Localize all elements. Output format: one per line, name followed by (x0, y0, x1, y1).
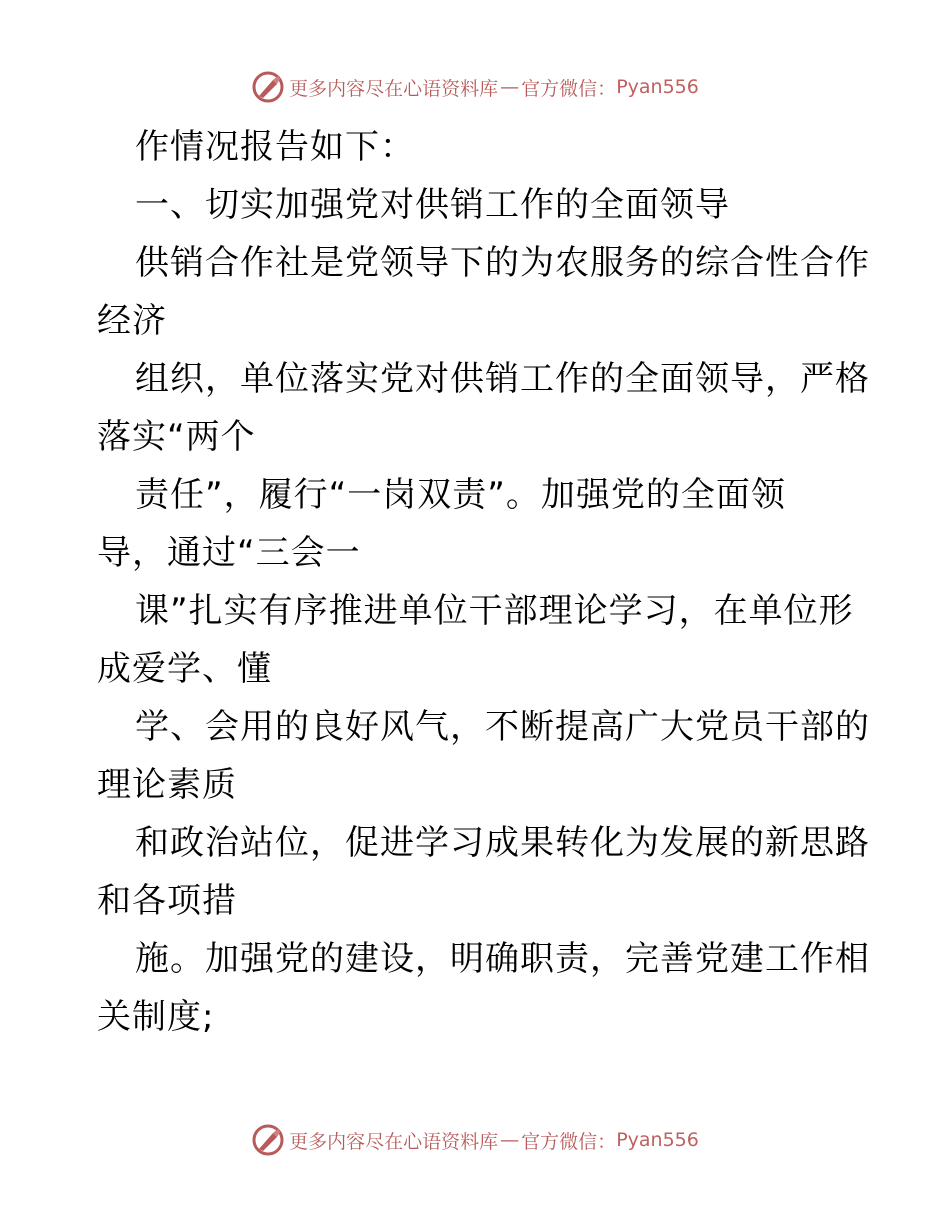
document-body (97, 118, 870, 1046)
watermark-wechat-id: Pyan556 (616, 1129, 699, 1151)
text-line: 施。加强党的建设，明确职责，完善党建工作相 (135, 939, 870, 979)
text-line: 落实“两个 (97, 417, 256, 457)
watermark-wechat-id: Pyan556 (616, 76, 699, 98)
section-heading: 一、切实加强党对供销工作的全面领导 (135, 185, 730, 225)
text-line: 关制度; (97, 997, 215, 1037)
pen-logo-icon (251, 70, 285, 104)
text-line: 供销合作社是党领导下的为农服务的综合性合作 (135, 243, 870, 283)
pen-logo-icon (251, 1123, 285, 1157)
watermark-label: 官方微信： (521, 1130, 617, 1153)
watermark-separator: — (500, 76, 520, 98)
text-line: 课”扎实有序推进单位干部理论学习，在单位形 (135, 591, 854, 631)
text-line: 成爱学、懂 (97, 649, 272, 689)
text-line: 经济 (97, 301, 167, 341)
watermark-separator: — (500, 1129, 520, 1151)
text-line: 和政治站位，促进学习成果转化为发展的新思路 (135, 823, 870, 863)
footer-watermark (0, 1123, 950, 1157)
text-line: 责任”，履行“一岗双责”。加强党的全面领 (135, 475, 786, 515)
header-watermark (0, 70, 950, 104)
text-line: 理论素质 (97, 765, 237, 805)
text-line: 学、会用的良好风气，不断提高广大党员干部的 (135, 707, 870, 747)
text-line: 作情况报告如下： (135, 127, 415, 167)
text-line: 和各项措 (97, 881, 237, 921)
watermark-text: 更多内容尽在心语资料库 (289, 77, 499, 100)
text-line: 组织，单位落实党对供销工作的全面领导，严格 (135, 359, 870, 399)
watermark-text: 更多内容尽在心语资料库 (289, 1130, 499, 1153)
text-line: 导，通过“三会一 (97, 533, 361, 573)
watermark-label: 官方微信： (521, 77, 617, 100)
